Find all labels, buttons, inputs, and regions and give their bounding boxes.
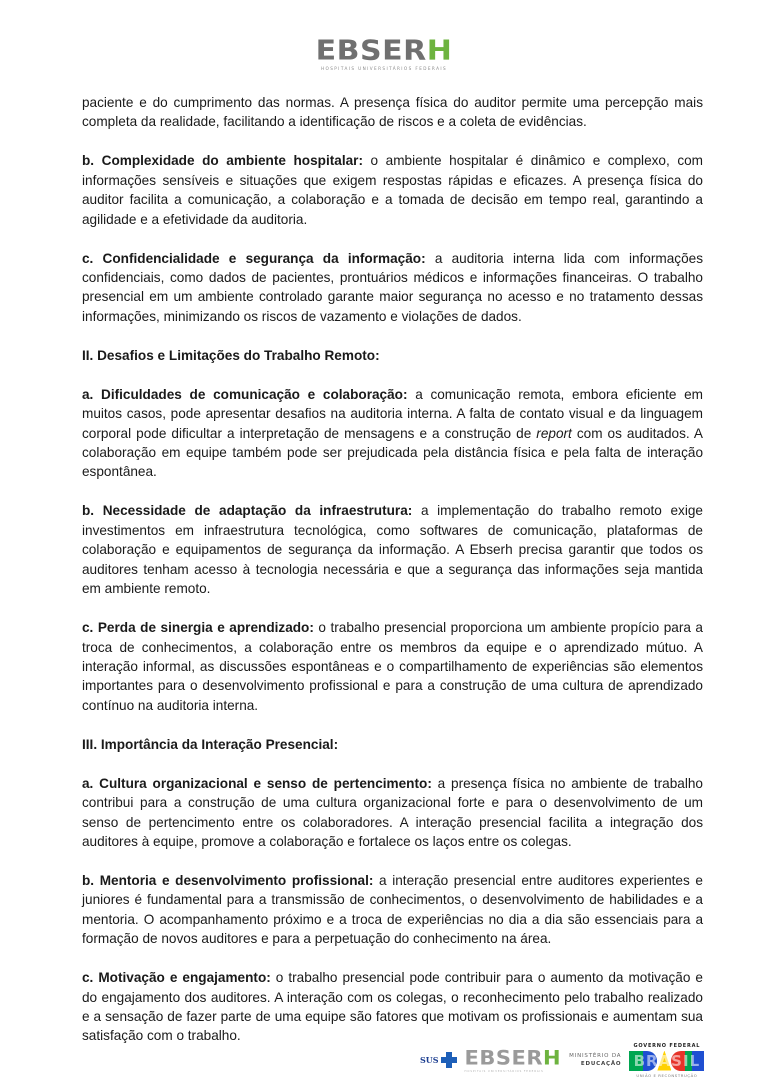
item-text: a comunicação remota, embora eficiente em muitos casos, pode apresentar desafios na auditoria interna. A falta de contato visual e da linguagem corporal pode dificultar a interpretação de mensagens e a construção de xyxy=(82,386,703,441)
mec-line2: EDUCAÇÃO xyxy=(580,1061,622,1067)
logo-subtitle: HOSPITAIS UNIVERSITÁRIOS FEDERAIS xyxy=(320,66,448,71)
item-text: o trabalho presencial proporciona um ambiente propício para a troca de conhecimentos, a colaboração entre os membros da equipe e o aprendizado mútuo. A interação informal, as discussões espontâneas e o compartilhamento de experiências são elementos importantes para o desenvolvimento profissional e para a construção de uma cultura de aprendizado contínuo na auditoria interna. xyxy=(82,620,703,713)
item-title: b. Mentoria e desenvolvimento profissional: xyxy=(82,872,374,888)
brasil-logo-graphic xyxy=(629,1051,704,1071)
section1-item-b xyxy=(82,151,703,229)
item-text: a implementação do trabalho remoto exige investimentos em infraestrutura tecnológica, como softwares de comunicação, plataformas de colaboração e equipamentos de segurança da informação. A Ebserh precisa garantir que todos os auditores tenham acesso à tecnologia necessária e que a segurança das informações seja mantida em ambiente remoto. xyxy=(82,503,703,597)
section2-item-a xyxy=(82,385,703,482)
governo-federal-logo xyxy=(629,1043,704,1078)
intro-paragraph: paciente e do cumprimento das normas. A presença física do auditor permite uma percepção mais completa da realidade, facilitando a identificação de riscos e a coleta de evidências. xyxy=(82,95,703,130)
item-title: c. Perda de sinergia e aprendizado: xyxy=(82,620,314,636)
item-title: a. Dificuldades de comunicação e colaboração: xyxy=(82,386,408,402)
section3-item-a xyxy=(82,774,703,852)
item-text: o ambiente hospitalar é dinâmico e complexo, com informações sensíveis e situações que exigem respostas rápidas e eficazes. A presença física do auditor facilita a comunicação, a colaboração e a tomada de decisão em tempo real, garantindo a agilidade e a efetividade da auditoria. xyxy=(82,153,703,227)
brasil-wordmark: BRASIL xyxy=(633,1051,701,1070)
item-title: c. Confidencialidade e segurança da informação: xyxy=(82,250,426,266)
ebserh-logo-wordmark xyxy=(315,34,453,67)
item-title: c. Motivação e engajamento: xyxy=(82,970,271,986)
header-ebserh-logo xyxy=(0,36,768,71)
footer-ebserh-subtitle: HOSPITAIS UNIVERSITÁRIOS FEDERAIS xyxy=(464,1069,544,1073)
mec-line1: MINISTÉRIO DA xyxy=(569,1053,622,1059)
logo-text-accent: H xyxy=(426,34,453,67)
footer-ebserh-wordmark xyxy=(465,1048,562,1067)
item-text: o trabalho presencial pode contribuir para o aumento da motivação e do engajamento dos auditores. A interação com os colegas, o reconhecimento pelo trabalho realizado e a sensação de fazer parte de uma equipe são fatores que motivam os profissionais e aumentam sua satisfação com o trabalho. xyxy=(82,970,703,1044)
section2-item-b xyxy=(82,501,703,598)
section1-item-c xyxy=(82,249,703,327)
section2-item-c xyxy=(82,618,703,715)
footer-logo-text-accent: H xyxy=(543,1046,562,1069)
footer-logo-text-main: EBSER xyxy=(464,1046,544,1069)
item-italic: report xyxy=(536,425,572,441)
item-text: a interação presencial entre auditores experientes e juniores é fundamental para a transmissão de conhecimentos, o desenvolvimento de habilidades e a mentoria. O acompanhamento próximo e a troca de experiências no dia a dia são essenciais para a formação de novos auditores e para a perpetuação do conhecimento na área. xyxy=(82,872,703,947)
section3-heading: III. Importância da Interação Presencial: xyxy=(82,736,339,752)
section3-item-b xyxy=(82,871,703,949)
sus-cross-icon xyxy=(441,1052,457,1068)
gov-top-text: GOVERNO FEDERAL xyxy=(633,1042,701,1049)
document-body xyxy=(82,93,703,1065)
mec-logo xyxy=(569,1052,621,1068)
sus-logo xyxy=(420,1052,457,1068)
item-text: a presença física no ambiente de trabalho contribui para a construção de uma cultura organizacional forte e para o desenvolvimento de um senso de pertencimento entre os colaboradores. A interação presencial facilita a integração dos auditores à equipe, promove a colaboração e fortalece os laços entre os colegas. xyxy=(82,775,703,849)
logo-text-main: EBSER xyxy=(315,34,427,67)
item-title: b. Complexidade do ambiente hospitalar: xyxy=(82,153,363,169)
item-title: a. Cultura organizacional e senso de pertencimento: xyxy=(82,775,432,791)
section2-heading: II. Desafios e Limitações do Trabalho Remoto: xyxy=(82,347,380,363)
sus-label: SUS xyxy=(420,1055,439,1065)
item-title: b. Necessidade de adaptação da infraestrutura: xyxy=(82,503,413,519)
gov-bottom-text: UNIÃO E RECONSTRUÇÃO xyxy=(636,1072,698,1078)
item-text-after: com os auditados. A colaboração em equipe também pode ser prejudicada pela distância física e pela falta de interação espontânea. xyxy=(82,425,703,480)
footer-ebserh-logo xyxy=(465,1048,562,1073)
item-text: a auditoria interna lida com informações confidenciais, como dados de pacientes, prontuários médicos e informações financeiras. O trabalho presencial em um ambiente controlado garante maior segurança no acesso e no tratamento dessas informações, minimizando os riscos de vazamento e violações de dados. xyxy=(82,250,703,324)
footer-logos xyxy=(420,1034,710,1086)
